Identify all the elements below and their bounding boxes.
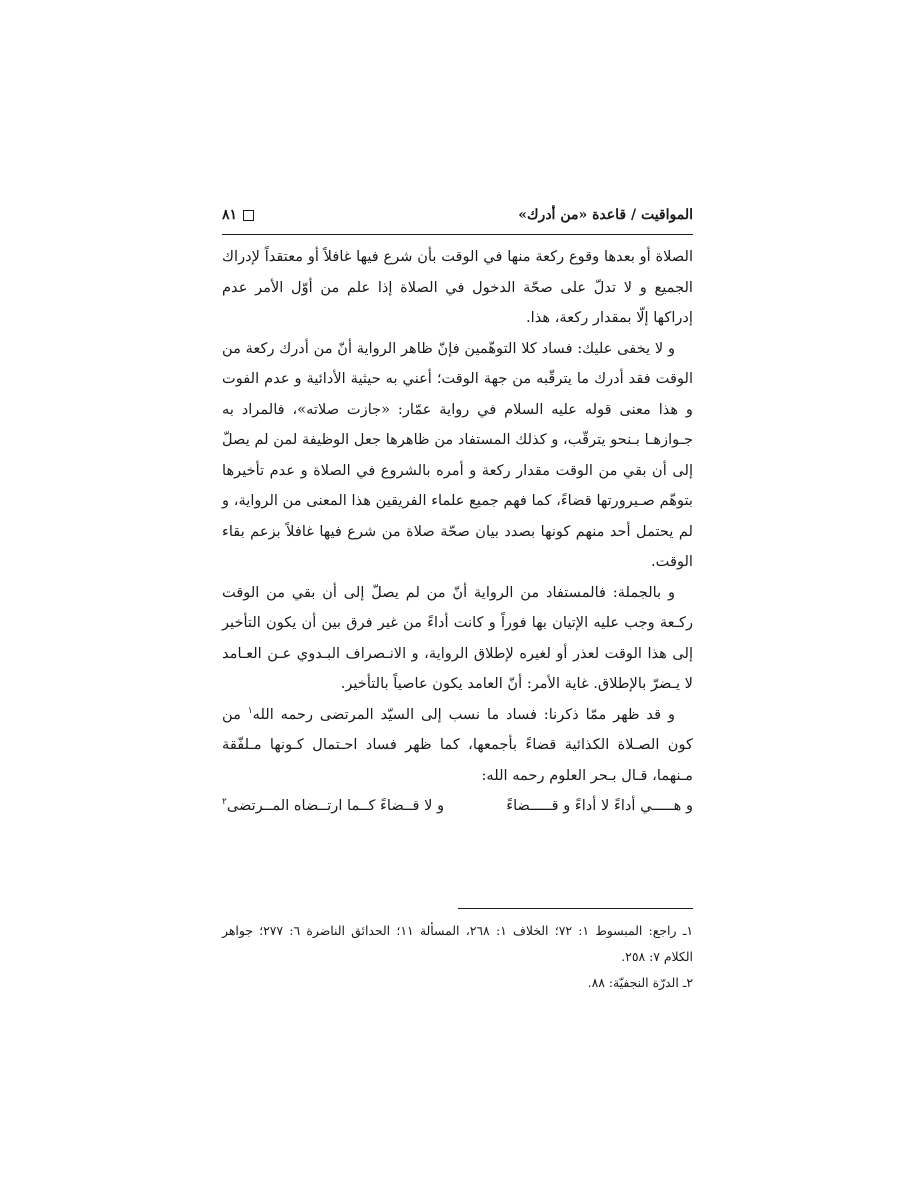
page-number: ٨١ <box>222 207 238 223</box>
main-text <box>222 242 693 822</box>
footnotes <box>222 918 693 996</box>
running-head: المواقيت / قاعدة «من أدرك» <box>518 207 693 223</box>
header-rule <box>222 234 693 235</box>
paragraph-4-before-ref: و قد ظهر ممّا ذكرنا: فساد ما نسب إلى السيّد المرتضى رحمه الله <box>252 705 675 723</box>
page-folio <box>222 207 254 223</box>
verse-hemistich-1: و هـــــي أداءً لا أداءً و قـــــضاءً <box>506 797 693 814</box>
paragraph-2: و لا يخفى عليك: فساد كلا التوهّمين فإنّ ظاهر الرواية أنّ من أدرك ركعة من الوقت فقد أدرك ما يترقّبه من جهة الوقت؛ أعني به حيثية الأدائية و عدم الفوت و هذا معنى قوله عليه السلام في رواية عمّار: «جازت صلاته»، فالمراد به جـوازهـا بـنحو يترقّب، و كذلك المستفاد من ظاهرها جعل الوظيفة لمن لم يصلّ إلى أن بقي من الوقت مقدار ركعة و أمره بالشروع في الصلاة و عدم تأخيرها بتوهّم صـيرورتها قضاءً، كما فهم جميع علماء الفريقين هذا المعنى من الرواية، و لم يحتمل أحد منهم كونها بصدد بيان صحّة صلاة من شرع فيها غافلاً بزعم بقاء الوقت. <box>222 339 693 570</box>
footnote-rule <box>458 908 693 909</box>
footnote-2: ٢ـ الدرّة النجفيّة: ٨٨. <box>587 975 693 990</box>
footnote-ref-1[interactable]: ١ <box>247 705 253 716</box>
verse-line <box>222 791 693 822</box>
verse-hemistich-2-wrap <box>222 791 444 822</box>
paragraph-1: الصلاة أو بعدها وقوع ركعة منها في الوقت بأن شرع فيها غافلاً أو معتقداً لإدراك الجميع و لا تدلّ على صحّة الدخول في الصلاة إذا علم من أوّل الأمر عدم إدراكها إلّا بمقدار ركعة، هذا. <box>222 248 693 326</box>
footnote-ref-2[interactable]: ٢ <box>222 797 227 808</box>
footnote-1: ١ـ راجع: المبسوط ١: ٧٢؛ الخلاف ١: ٢٦٨، المسألة ١١؛ الحدائق الناضرة ٦: ٢٧٧؛ جواهر الكلام ٧: ٢٥٨. <box>222 923 693 964</box>
verse-hemistich-2: و لا قــضاءً كــما ارتــضاه المــرتضى <box>226 797 445 814</box>
square-icon <box>243 210 254 221</box>
paragraph-3: و بالجملة: فالمستفاد من الرواية أنّ من لم يصلّ إلى أن بقي من الوقت ركـعة وجب عليه الإتيان بها فوراً و كانت أداءً من غير فرق بين أن يكون التأخير إلى هذا الوقت لعذر أو لغيره لإطلاق الرواية، و الانـصراف البـدوي عـن العـامد لا يـضرّ بالإطلاق. غاية الأمر: أنّ العامد يكون عاصياً بالتأخير. <box>222 583 693 692</box>
page-header <box>222 200 693 230</box>
paragraph-4 <box>222 700 693 792</box>
paragraph-4-after-ref: من كون الصـلاة الكذائية قضاءً بأجمعها، كما ظهر فساد احـتمال كـونها مـلفّقة مـنهما، قـال بـحر العلوم رحمه الله: <box>222 705 693 784</box>
